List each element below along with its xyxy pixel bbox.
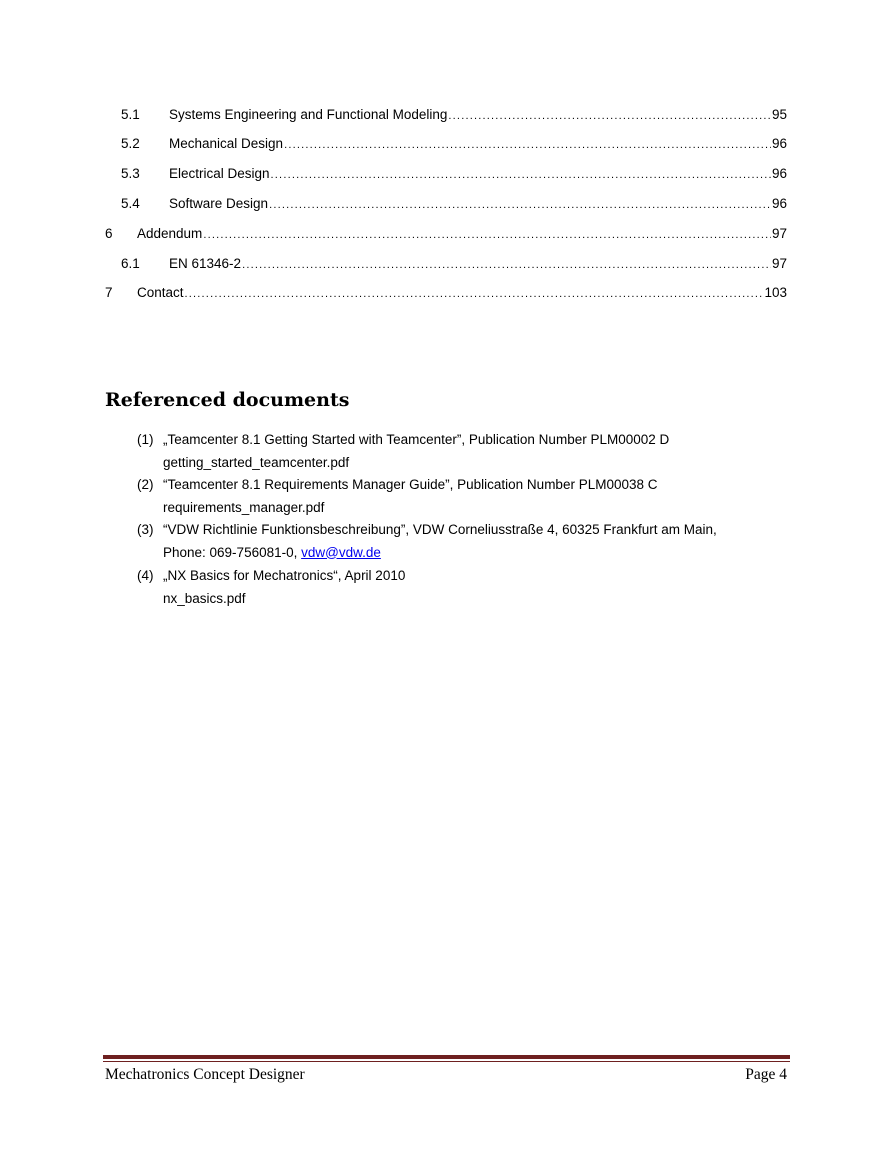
reference-title: “VDW Richtlinie Funktionsbeschreibung”, VDW Corneliusstraße 4, 60325 Frankfurt am Main, xyxy=(163,522,717,537)
toc-entry-7[interactable] xyxy=(105,284,787,303)
toc-dot-leader xyxy=(269,196,771,214)
toc-dot-leader xyxy=(203,226,771,244)
reference-number: (3) xyxy=(137,522,154,537)
toc-title: Electrical Design xyxy=(169,166,270,181)
toc-entry-6-1[interactable] xyxy=(121,255,787,274)
toc-number: 5.4 xyxy=(121,196,140,211)
toc-title: Contact xyxy=(137,285,184,300)
reference-number: (4) xyxy=(137,568,154,583)
toc-page-number: 97 xyxy=(771,226,787,241)
footer-divider-thin xyxy=(103,1061,790,1062)
footer-divider xyxy=(103,1055,790,1059)
reference-number: (1) xyxy=(137,432,154,447)
reference-filename: requirements_manager.pdf xyxy=(163,499,325,515)
reference-filename: nx_basics.pdf xyxy=(163,590,246,606)
toc-page-number: 103 xyxy=(764,285,787,300)
toc-title: Software Design xyxy=(169,196,269,211)
toc-entry-5-2[interactable] xyxy=(121,135,787,154)
toc-dot-leader xyxy=(448,107,771,125)
reference-number: (2) xyxy=(137,477,154,492)
toc-dot-leader xyxy=(271,166,771,184)
toc-title: Addendum xyxy=(137,226,203,241)
toc-dot-leader xyxy=(242,256,771,274)
reference-item xyxy=(137,565,797,610)
footer-page-number: Page 4 xyxy=(745,1066,787,1083)
toc-page-number: 95 xyxy=(771,107,787,122)
section-heading: Referenced documents xyxy=(105,389,350,411)
toc-dot-leader xyxy=(284,136,771,154)
toc-entry-5-4[interactable] xyxy=(121,195,787,214)
reference-title: “Teamcenter 8.1 Requirements Manager Guide”, Publication Number PLM00038 C xyxy=(163,477,658,492)
toc-entry-6[interactable] xyxy=(105,225,787,244)
toc-number: 6 xyxy=(105,226,113,241)
toc-entry-5-3[interactable] xyxy=(121,165,787,184)
email-link[interactable]: vdw@vdw.de xyxy=(301,544,381,560)
reference-item xyxy=(137,519,797,564)
toc-title: EN 61346-2 xyxy=(169,256,242,271)
toc-number: 5.3 xyxy=(121,166,140,181)
toc-number: 5.1 xyxy=(121,107,140,122)
reference-title: „Teamcenter 8.1 Getting Started with Teamcenter”, Publication Number PLM00002 D xyxy=(163,432,670,447)
toc-page-number: 96 xyxy=(771,166,787,181)
toc-number: 7 xyxy=(105,285,113,300)
reference-contact-line xyxy=(163,542,797,565)
toc-page-number: 96 xyxy=(771,196,787,211)
reference-item xyxy=(137,429,797,474)
reference-item xyxy=(137,474,797,519)
reference-phone: Phone: 069-756081-0, xyxy=(163,544,302,560)
footer-document-title: Mechatronics Concept Designer xyxy=(105,1066,305,1083)
toc-number: 5.2 xyxy=(121,136,140,151)
toc-title: Systems Engineering and Functional Modeling xyxy=(169,107,448,122)
toc-page-number: 96 xyxy=(771,136,787,151)
toc-page-number: 97 xyxy=(771,256,787,271)
reference-filename: getting_started_teamcenter.pdf xyxy=(163,454,350,470)
toc-title: Mechanical Design xyxy=(169,136,284,151)
toc-entry-5-1[interactable] xyxy=(121,106,787,125)
toc-number: 6.1 xyxy=(121,256,140,271)
toc-dot-leader xyxy=(185,285,764,303)
reference-title: „NX Basics for Mechatronics“, April 2010 xyxy=(163,568,406,583)
